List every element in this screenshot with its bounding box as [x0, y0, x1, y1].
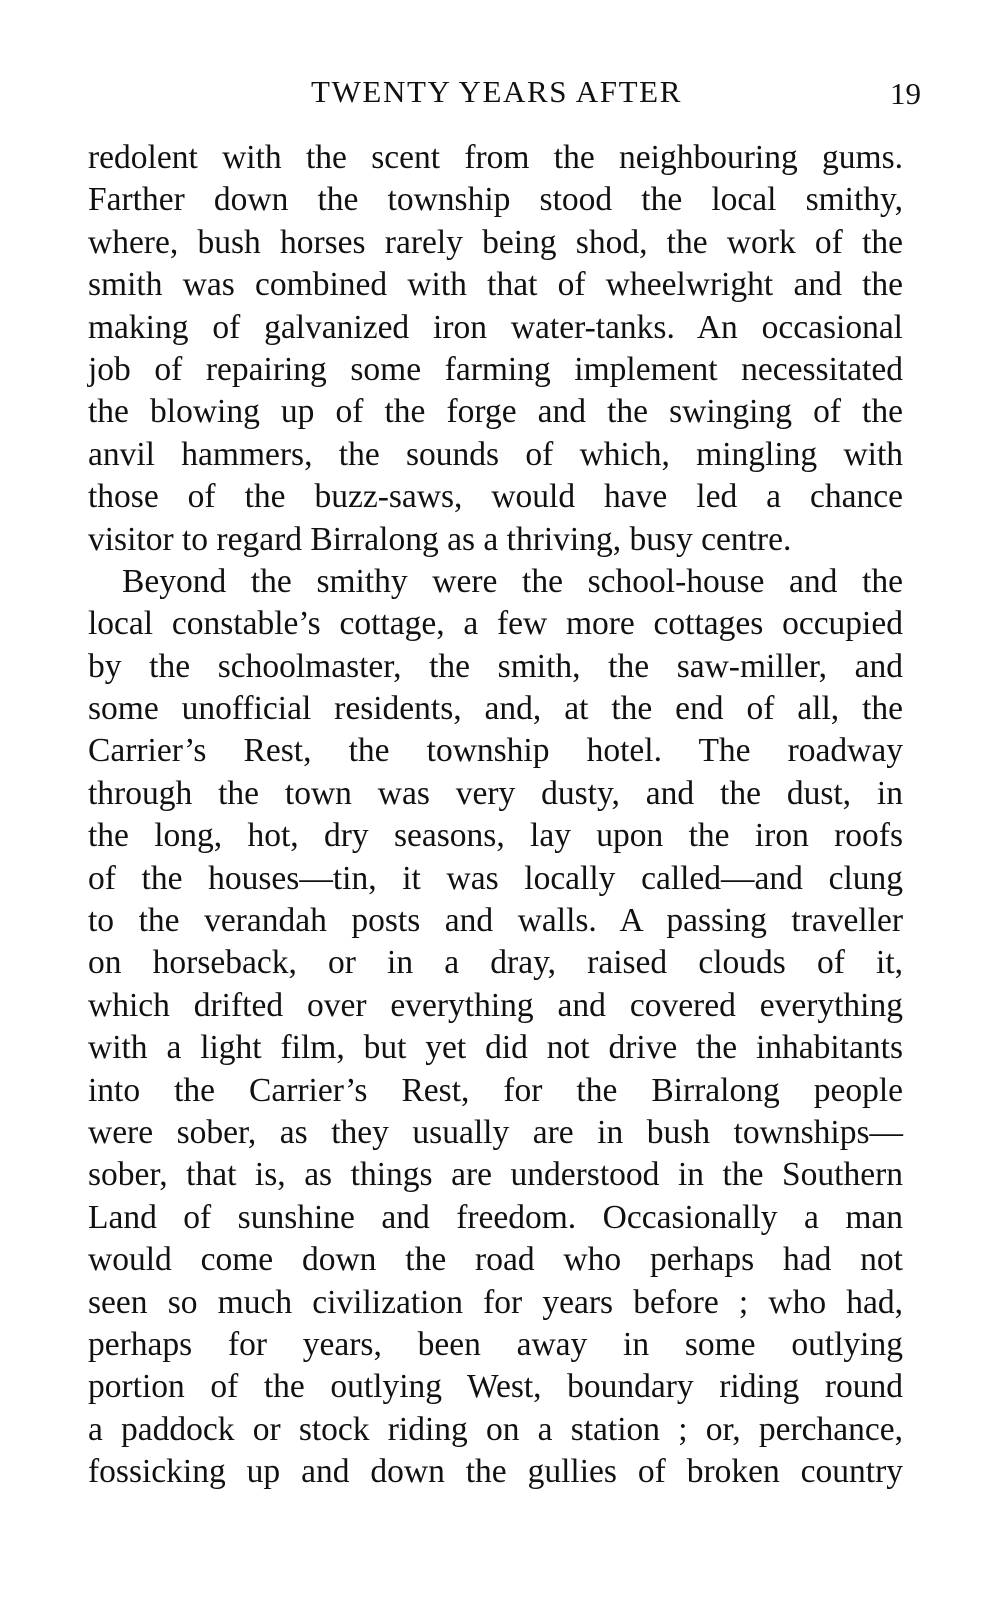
text-line: Carrier’s Rest, the township hotel. The roadway	[88, 732, 903, 770]
text-line: anvil hammers, the sounds of which, mingling with	[88, 435, 903, 473]
text-line: those of the buzz-saws, would have led a chance	[88, 478, 903, 516]
text-line: local constable’s cottage, a few more cottages occupied	[88, 605, 903, 643]
text-line: Land of sunshine and freedom. Occasionally a man	[88, 1198, 903, 1236]
page-number: 19	[890, 76, 921, 111]
text-line: the long, hot, dry seasons, lay upon the iron roofs	[88, 817, 903, 855]
text-line: to the verandah posts and walls. A passing traveller	[88, 902, 903, 940]
body-text	[88, 137, 903, 1494]
text-line: seen so much civilization for years before ; who had,	[88, 1283, 903, 1321]
running-header	[88, 72, 921, 116]
text-line: which drifted over everything and covered everything	[88, 986, 903, 1024]
running-title: TWENTY YEARS AFTER	[311, 74, 682, 109]
text-line: with a light film, but yet did not drive the inhabitants	[88, 1029, 903, 1067]
text-line: by the schoolmaster, the smith, the saw-miller, and	[88, 647, 903, 685]
text-line: fossicking up and down the gullies of broken country	[88, 1453, 903, 1491]
text-line: making of galvanized iron water-tanks. An occasional	[88, 308, 903, 346]
text-line: job of repairing some farming implement necessitated	[88, 350, 903, 388]
text-line: sober, that is, as things are understood in the Southern	[88, 1156, 903, 1194]
paragraph-2	[88, 561, 903, 1494]
text-line: of the houses—tin, it was locally called—and clung	[88, 859, 903, 897]
text-line: the blowing up of the forge and the swinging of the	[88, 393, 903, 431]
text-line: portion of the outlying West, boundary riding round	[88, 1368, 903, 1406]
text-line: some unofficial residents, and, at the end of all, the	[88, 690, 903, 728]
text-line: visitor to regard Birralong as a thriving, busy centre.	[88, 520, 792, 558]
text-line: redolent with the scent from the neighbouring gums.	[88, 139, 903, 176]
text-line: where, bush horses rarely being shod, the work of the	[88, 223, 903, 261]
text-line: a paddock or stock riding on a station ; or, perchance,	[88, 1410, 903, 1448]
text-line: Beyond the smithy were the school-house and the	[122, 562, 903, 600]
text-line: on horseback, or in a dray, raised clouds of it,	[88, 944, 903, 982]
text-line: through the town was very dusty, and the dust, in	[88, 774, 903, 812]
text-line: smith was combined with that of wheelwright and the	[88, 266, 903, 304]
text-line: would come down the road who perhaps had not	[88, 1241, 903, 1279]
text-line: were sober, as they usually are in bush townships—	[88, 1113, 903, 1151]
text-line: perhaps for years, been away in some outlying	[88, 1325, 903, 1363]
text-line: Farther down the township stood the local smithy,	[88, 181, 903, 219]
text-line: into the Carrier’s Rest, for the Birralong people	[88, 1071, 903, 1109]
paragraph-1	[88, 137, 903, 561]
